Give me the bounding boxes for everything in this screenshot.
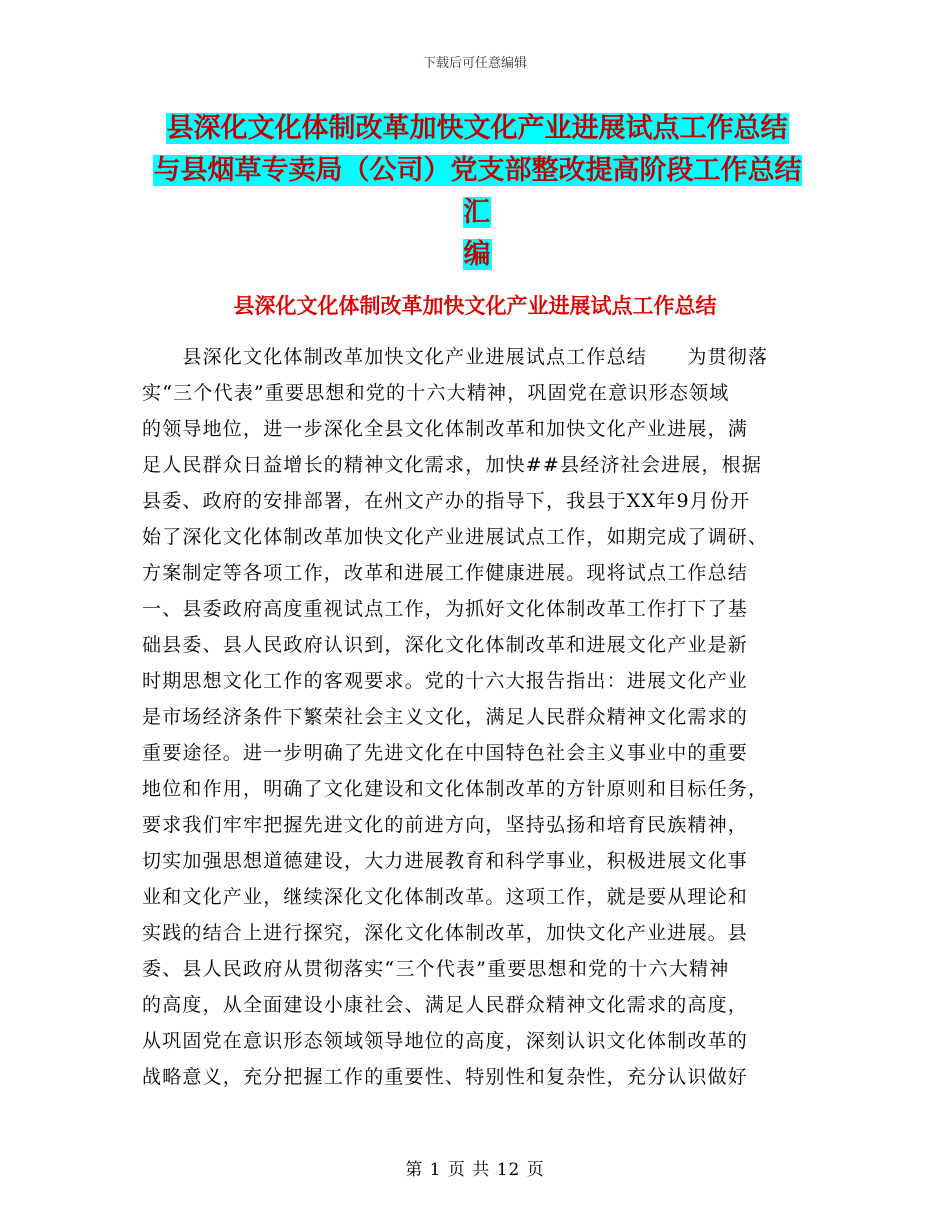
- body-line: 地位和作用，明确了文化建设和文化体制改革的方针原则和目标任务，: [142, 778, 769, 800]
- body-line: 业和文化产业，继续深化文化体制改革。这项工作，就是要从理论和: [142, 886, 749, 908]
- section-heading: 县深化文化体制改革加快文化产业进展试点工作总结: [233, 294, 717, 318]
- body-line: 实“三个代表”重要思想和党的十六大精神，巩固党在意识形态领域: [142, 382, 730, 404]
- body-line: 县深化文化体制改革加快文化产业进展试点工作总结 为贯彻落: [142, 346, 769, 368]
- document-title: [142, 108, 812, 276]
- body-line: 的领导地位，进一步深化全县文化体制改革和加快文化产业进展，满: [142, 418, 749, 440]
- title-line-1: 县深化文化体制改革加快文化产业进展试点工作总结: [166, 113, 788, 144]
- body-line: 是市场经济条件下繁荣社会主义文化，满足人民群众精神文化需求的: [142, 706, 749, 728]
- title-line-2: 与县烟草专卖局（公司）党支部整改提高阶段工作总结汇: [153, 155, 802, 228]
- page-header-note: 下载后可任意编辑: [422, 56, 527, 71]
- page-number-footer: 第 1 页 共 12 页: [405, 1160, 545, 1180]
- body-line: 县委、政府的安排部署，在州文产办的指导下，我县于XX年9月份开: [142, 490, 751, 512]
- body-line: 的高度，从全面建设小康社会、满足人民群众精神文化需求的高度，: [142, 994, 749, 1016]
- title-line-3: 编: [463, 239, 491, 270]
- body-line: 战略意义，充分把握工作的重要性、特别性和复杂性，充分认识做好: [142, 1066, 749, 1088]
- body-line: 始了深化文化体制改革加快文化产业进展试点工作，如期完成了调研、: [142, 526, 769, 548]
- body-line: 方案制定等各项工作，改革和进展工作健康进展。现将试点工作总结: [142, 562, 749, 584]
- body-paragraph: [142, 339, 812, 1095]
- body-line: 要求我们牢牢把握先进文化的前进方向，坚持弘扬和培育民族精神，: [142, 814, 749, 836]
- body-line: 重要途径。进一步明确了先进文化在中国特色社会主义事业中的重要: [142, 742, 749, 764]
- body-line: 从巩固党在意识形态领域领导地位的高度，深刻认识文化体制改革的: [142, 1030, 749, 1052]
- body-line: 足人民群众日益增长的精神文化需求，加快##县经济社会进展，根据: [142, 454, 763, 476]
- body-line: 础县委、县人民政府认识到，深化文化体制改革和进展文化产业是新: [142, 634, 749, 656]
- body-line: 切实加强思想道德建设，大力进展教育和科学事业，积极进展文化事: [142, 850, 749, 872]
- body-line: 一、县委政府高度重视试点工作，为抓好文化体制改革工作打下了基: [142, 598, 749, 620]
- body-line: 时期思想文化工作的客观要求。党的十六大报告指出：进展文化产业: [142, 670, 749, 692]
- body-line: 实践的结合上进行探究，深化文化体制改革，加快文化产业进展。县: [142, 922, 749, 944]
- body-line: 委、县人民政府从贯彻落实“三个代表”重要思想和党的十六大精神: [142, 958, 730, 980]
